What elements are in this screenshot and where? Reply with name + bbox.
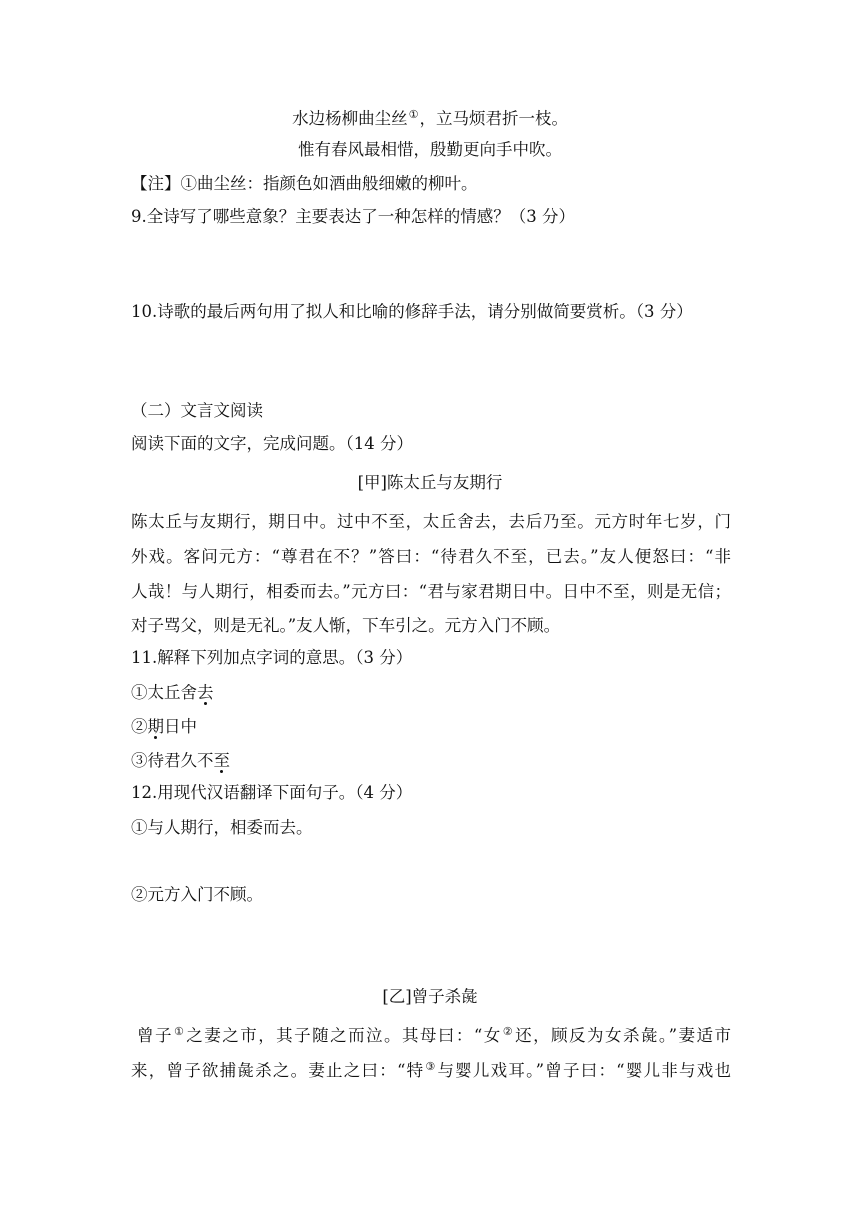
section-heading: （二）文言文阅读: [131, 401, 263, 420]
q12-item-1: ①与人期行，相委而去。: [131, 818, 313, 837]
question-10: 10.诗歌的最后两句用了拟人和比喻的修辞手法，请分别做简要赏析。（3 分）: [131, 302, 693, 321]
passage-b-text: 之妻之市，其子随之而泣。其母曰：“女: [186, 1026, 502, 1045]
q11-item-1: [131, 681, 214, 705]
q11-item-text: 日中: [164, 717, 197, 736]
q11-item-text: ②: [131, 717, 148, 736]
passage-a-line: 人哉！与人期行，相委而去。”元方曰：“君与家君期日中。日中不至，则是无信；: [131, 582, 731, 601]
passage-a-line: 陈太丘与友期行，期日中。过中不至，太丘舍去，去后乃至。元方时年七岁，门: [131, 512, 731, 531]
passage-b-line: [137, 1020, 731, 1048]
dotted-char: 期: [147, 717, 164, 736]
q11-item-text: ③待君久不: [131, 751, 214, 770]
passage-b-text: 还，顾反为女杀彘。”妻适市: [515, 1026, 732, 1045]
passage-b-text: 来，曾子欲捕彘杀之。妻止之曰：“特: [131, 1061, 425, 1080]
q12-item-2: ②元方入门不顾。: [131, 885, 263, 904]
passage-b-line: [131, 1055, 731, 1083]
poem-text: 水边杨柳曲尘丝: [292, 109, 408, 128]
q11-item-text: ①太丘舍: [131, 683, 197, 702]
passage-b-text: 曾子: [137, 1026, 173, 1045]
footnote-marker: ①: [408, 109, 419, 121]
dotted-char: 去: [197, 683, 214, 702]
passage-a-title: [甲]陈太丘与友期行: [357, 473, 503, 492]
poem-text: ，立马烦君折一枝。: [419, 109, 568, 128]
poem-note: 【注】①曲尘丝：指颜色如酒曲般细嫩的柳叶。: [131, 174, 478, 193]
question-11: 11.解释下列加点字词的意思。（3 分）: [131, 648, 413, 667]
passage-a-line: 对子骂父，则是无礼。”友人惭，下车引之。元方入门不顾。: [131, 616, 561, 635]
poem-line-2: 惟有春风最相惜，殷勤更向手中吹。: [298, 140, 562, 159]
passage-b-title: [乙]曾子杀彘: [382, 987, 478, 1006]
footnote-marker: ①: [173, 1026, 186, 1038]
footnote-marker: ②: [502, 1026, 515, 1038]
footnote-marker: ③: [425, 1061, 437, 1073]
q11-item-2: [131, 715, 197, 739]
passage-a-line: 外戏。客问元方：“尊君在不？”答曰：“待君久不至，已去。”友人便怒曰：“非: [131, 547, 731, 566]
question-12: 12.用现代汉语翻译下面句子。（4 分）: [131, 783, 413, 802]
dotted-char: 至: [213, 751, 230, 770]
poem-line-1: [0, 103, 860, 131]
question-9: 9.全诗写了哪些意象？主要表达了一种怎样的情感？（3 分）: [131, 207, 575, 226]
passage-b-text: 与婴儿戏耳。”曾子曰：“婴儿非与戏也: [437, 1061, 731, 1080]
section-instruction: 阅读下面的文字，完成问题。（14 分）: [131, 434, 413, 453]
q11-item-3: [131, 749, 230, 773]
